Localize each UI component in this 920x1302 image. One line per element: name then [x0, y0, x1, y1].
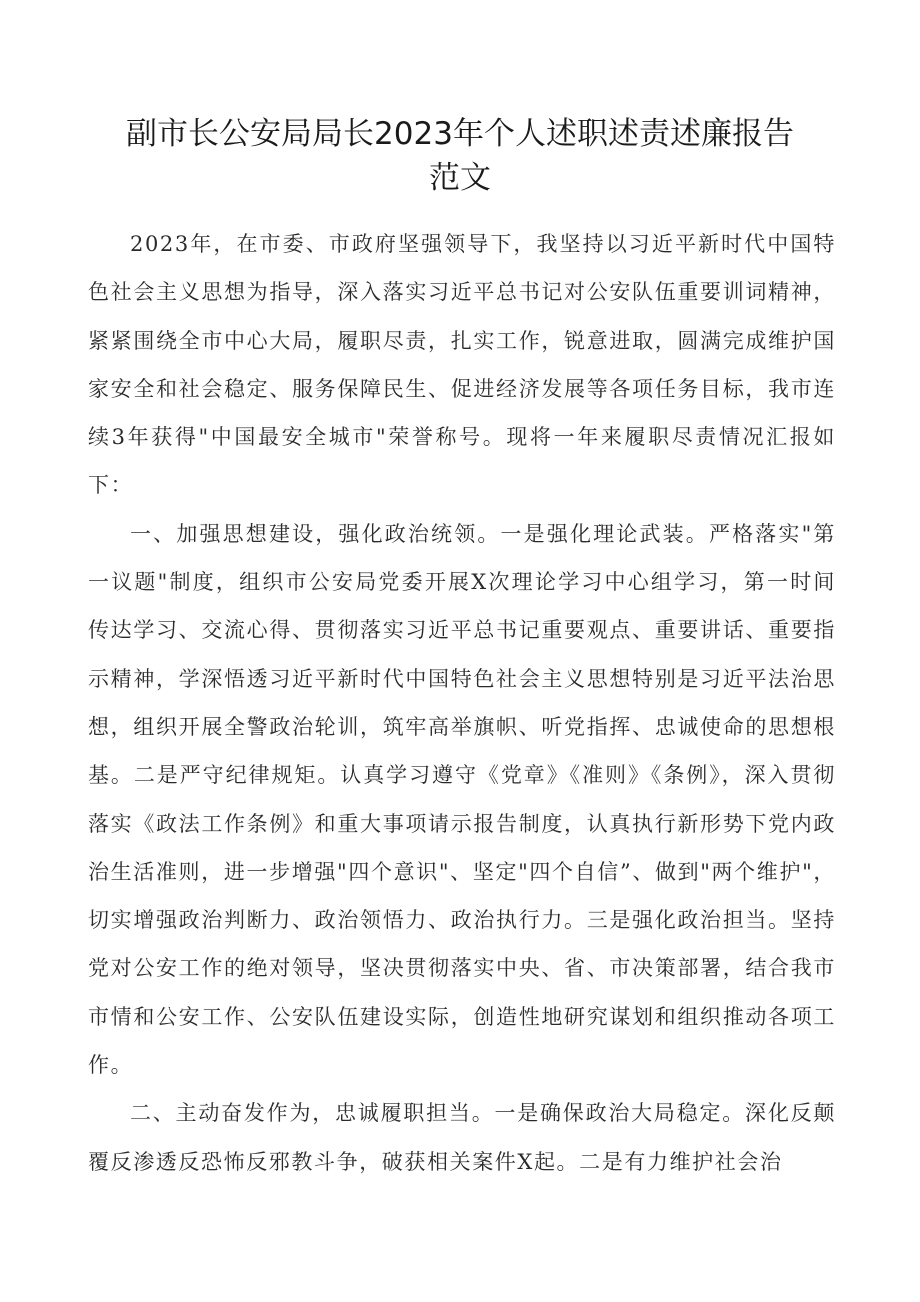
title-line-2: 范文	[429, 160, 491, 196]
paragraph-section-1: 一、加强思想建设，强化政治统领。一是强化理论武装。严格落实"第一议题"制度，组织市公安局党委开展X次理论学习中心组学习，第一时间传达学习、交流心得、贯彻落实习近平总书记重要观点、重要讲话、重要指示精神，学深悟透习近平新时代中国特色社会主义思想特别是习近平法治思想，组织开展全警政治轮训，筑牢高举旗帜、听党指挥、忠诚使命的思想根基。二是严守纪律规矩。认真学习遵守《党章》《准则》《条例》，深入贯彻落实《政法工作条例》和重大事项请示报告制度，认真执行新形势下党内政治生活准则，进一步增强"四个意识"、坚定"四个自信”、做到"两个维护"，切实增强政治判断力、政治领悟力、政治执行力。三是强化政治担当。坚持党对公安工作的绝对领导，坚决贯彻落实中央、省、市决策部署，结合我市市情和公安工作、公安队伍建设实际，创造性地研究谋划和组织推动各项工作。	[88, 521, 836, 1078]
document-body	[88, 220, 836, 1186]
paragraph-intro: 2023年，在市委、市政府坚强领导下，我坚持以习近平新时代中国特色社会主义思想为指导，深入落实习近平总书记对公安队伍重要训词精神，紧紧围绕全市中心大局，履职尽责，扎实工作，锐意进取，圆满完成维护国家安全和社会稳定、服务保障民生、促进经济发展等各项任务目标，我市连续3年获得"中国最安全城市"荣誉称号。现将一年来履职尽责情况汇报如下：	[88, 232, 836, 498]
paragraph-section-2: 二、主动奋发作为，忠诚履职担当。一是确保政治大局稳定。深化反颠覆反渗透反恐怖反邪教斗争，破获相关案件X起。二是有力维护社会治	[88, 1101, 836, 1174]
title-line-1: 副市长公安局局长2023年个人述职述责述廉报告	[126, 116, 794, 152]
document-title	[80, 112, 840, 200]
